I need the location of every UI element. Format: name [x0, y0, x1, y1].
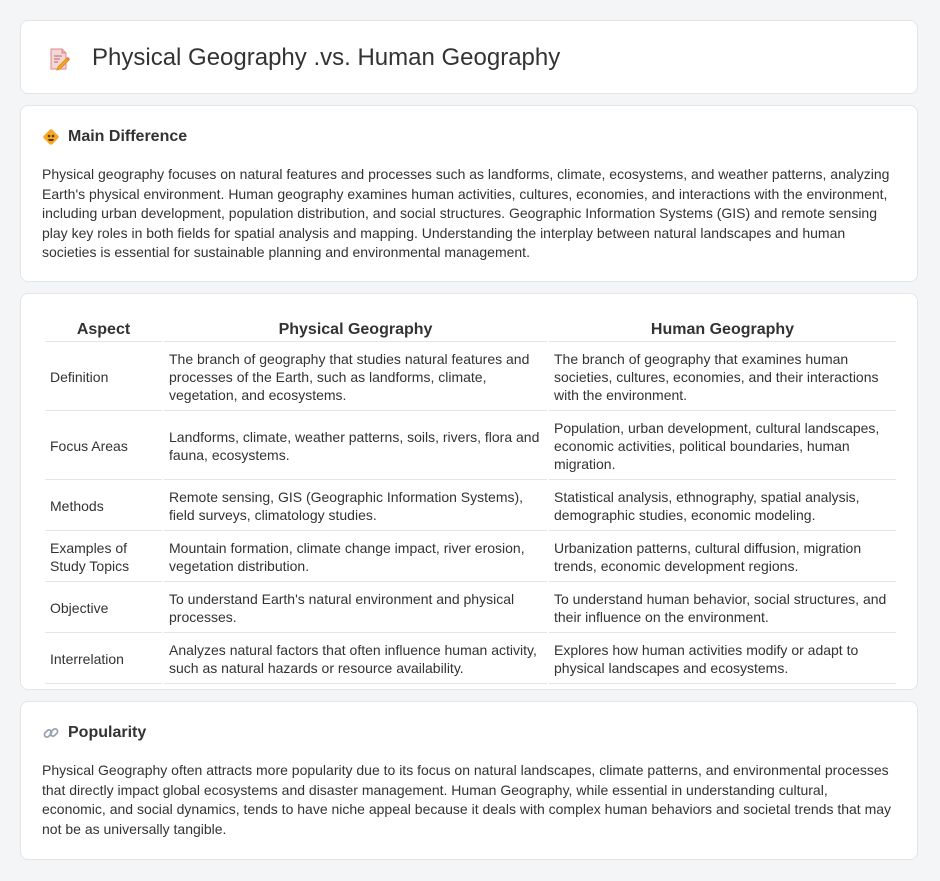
popularity-title: Popularity [68, 724, 147, 741]
row-physical: Landforms, climate, weather patterns, soils, rivers, flora and fauna, ecosystems. [164, 413, 547, 480]
row-aspect: Examples of Study Topics [45, 533, 162, 582]
main-difference-text: Physical geography focuses on natural features and processes such as landforms, climate, ecosystems, and weather patterns, analyzing Earth's physical environment. Human geography examines human activities, cultures, economies, and interactions with the environment, including urban development, population distribution, and social structures. Geographic Information Systems (GIS) and remote sensing play key roles in both fields for spatial analysis and mapping. Understanding the interplay between natural landscapes and human societies is essential for sustainable planning and environmental management. [42, 166, 890, 261]
row-aspect: Interrelation [45, 635, 162, 684]
row-aspect: Methods [45, 482, 162, 531]
row-human: Statistical analysis, ethnography, spatial analysis, demographic studies, economic modeling. [549, 482, 896, 531]
popularity-card [20, 701, 918, 860]
row-human: Urbanization patterns, cultural diffusion, migration trends, economic development regions. [549, 533, 896, 582]
main-difference-card [20, 105, 918, 282]
row-physical: Mountain formation, climate change impact, river erosion, vegetation distribution. [164, 533, 547, 582]
header-card [20, 20, 918, 94]
header-aspect: Aspect [45, 317, 162, 342]
row-aspect: Objective [45, 584, 162, 633]
table-row [45, 413, 896, 480]
table-row [45, 584, 896, 633]
table-row [45, 482, 896, 531]
main-difference-title: Main Difference [68, 128, 188, 145]
row-aspect: Focus Areas [45, 413, 162, 480]
popularity-heading [42, 724, 146, 742]
row-physical: The branch of geography that studies natural features and processes of the Earth, such as landforms, climate, vegetation, and ecosystems. [164, 344, 547, 411]
document-edit-icon [47, 47, 71, 71]
row-human: To understand human behavior, social structures, and their influence on the environment. [549, 584, 896, 633]
header-physical-geography: Physical Geography [164, 317, 547, 342]
row-human: Explores how human activities modify or adapt to physical landscapes and ecosystems. [549, 635, 896, 684]
link-icon [42, 724, 60, 742]
header-human-geography: Human Geography [549, 317, 896, 342]
row-human: Population, urban development, cultural landscapes, economic activities, political boundaries, human migration. [549, 413, 896, 480]
comparison-table [43, 315, 898, 686]
page-title: Physical Geography .vs. Human Geography [92, 44, 561, 71]
diamond-sign-icon [42, 128, 60, 146]
table-row [45, 344, 896, 411]
table-row [45, 635, 896, 684]
row-physical: To understand Earth's natural environment and physical processes. [164, 584, 547, 633]
main-difference-heading [42, 128, 187, 146]
popularity-text: Physical Geography often attracts more popularity due to its focus on natural landscapes, climate patterns, and environmental processes that directly impact global ecosystems and disaster management. Human Geography, while essential in understanding cultural, economic, and social dynamics, tends to have niche appeal because it deals with complex human behaviors and societal trends that may not be as universally tangible. [42, 762, 892, 837]
row-physical: Analyzes natural factors that often influence human activity, such as natural hazards or resource availability. [164, 635, 547, 684]
table-header-row [45, 317, 896, 342]
row-human: The branch of geography that examines human societies, cultures, economies, and their interactions with the environment. [549, 344, 896, 411]
comparison-table-card [20, 293, 918, 690]
row-aspect: Definition [45, 344, 162, 411]
row-physical: Remote sensing, GIS (Geographic Information Systems), field surveys, climatology studies. [164, 482, 547, 531]
table-row [45, 533, 896, 582]
